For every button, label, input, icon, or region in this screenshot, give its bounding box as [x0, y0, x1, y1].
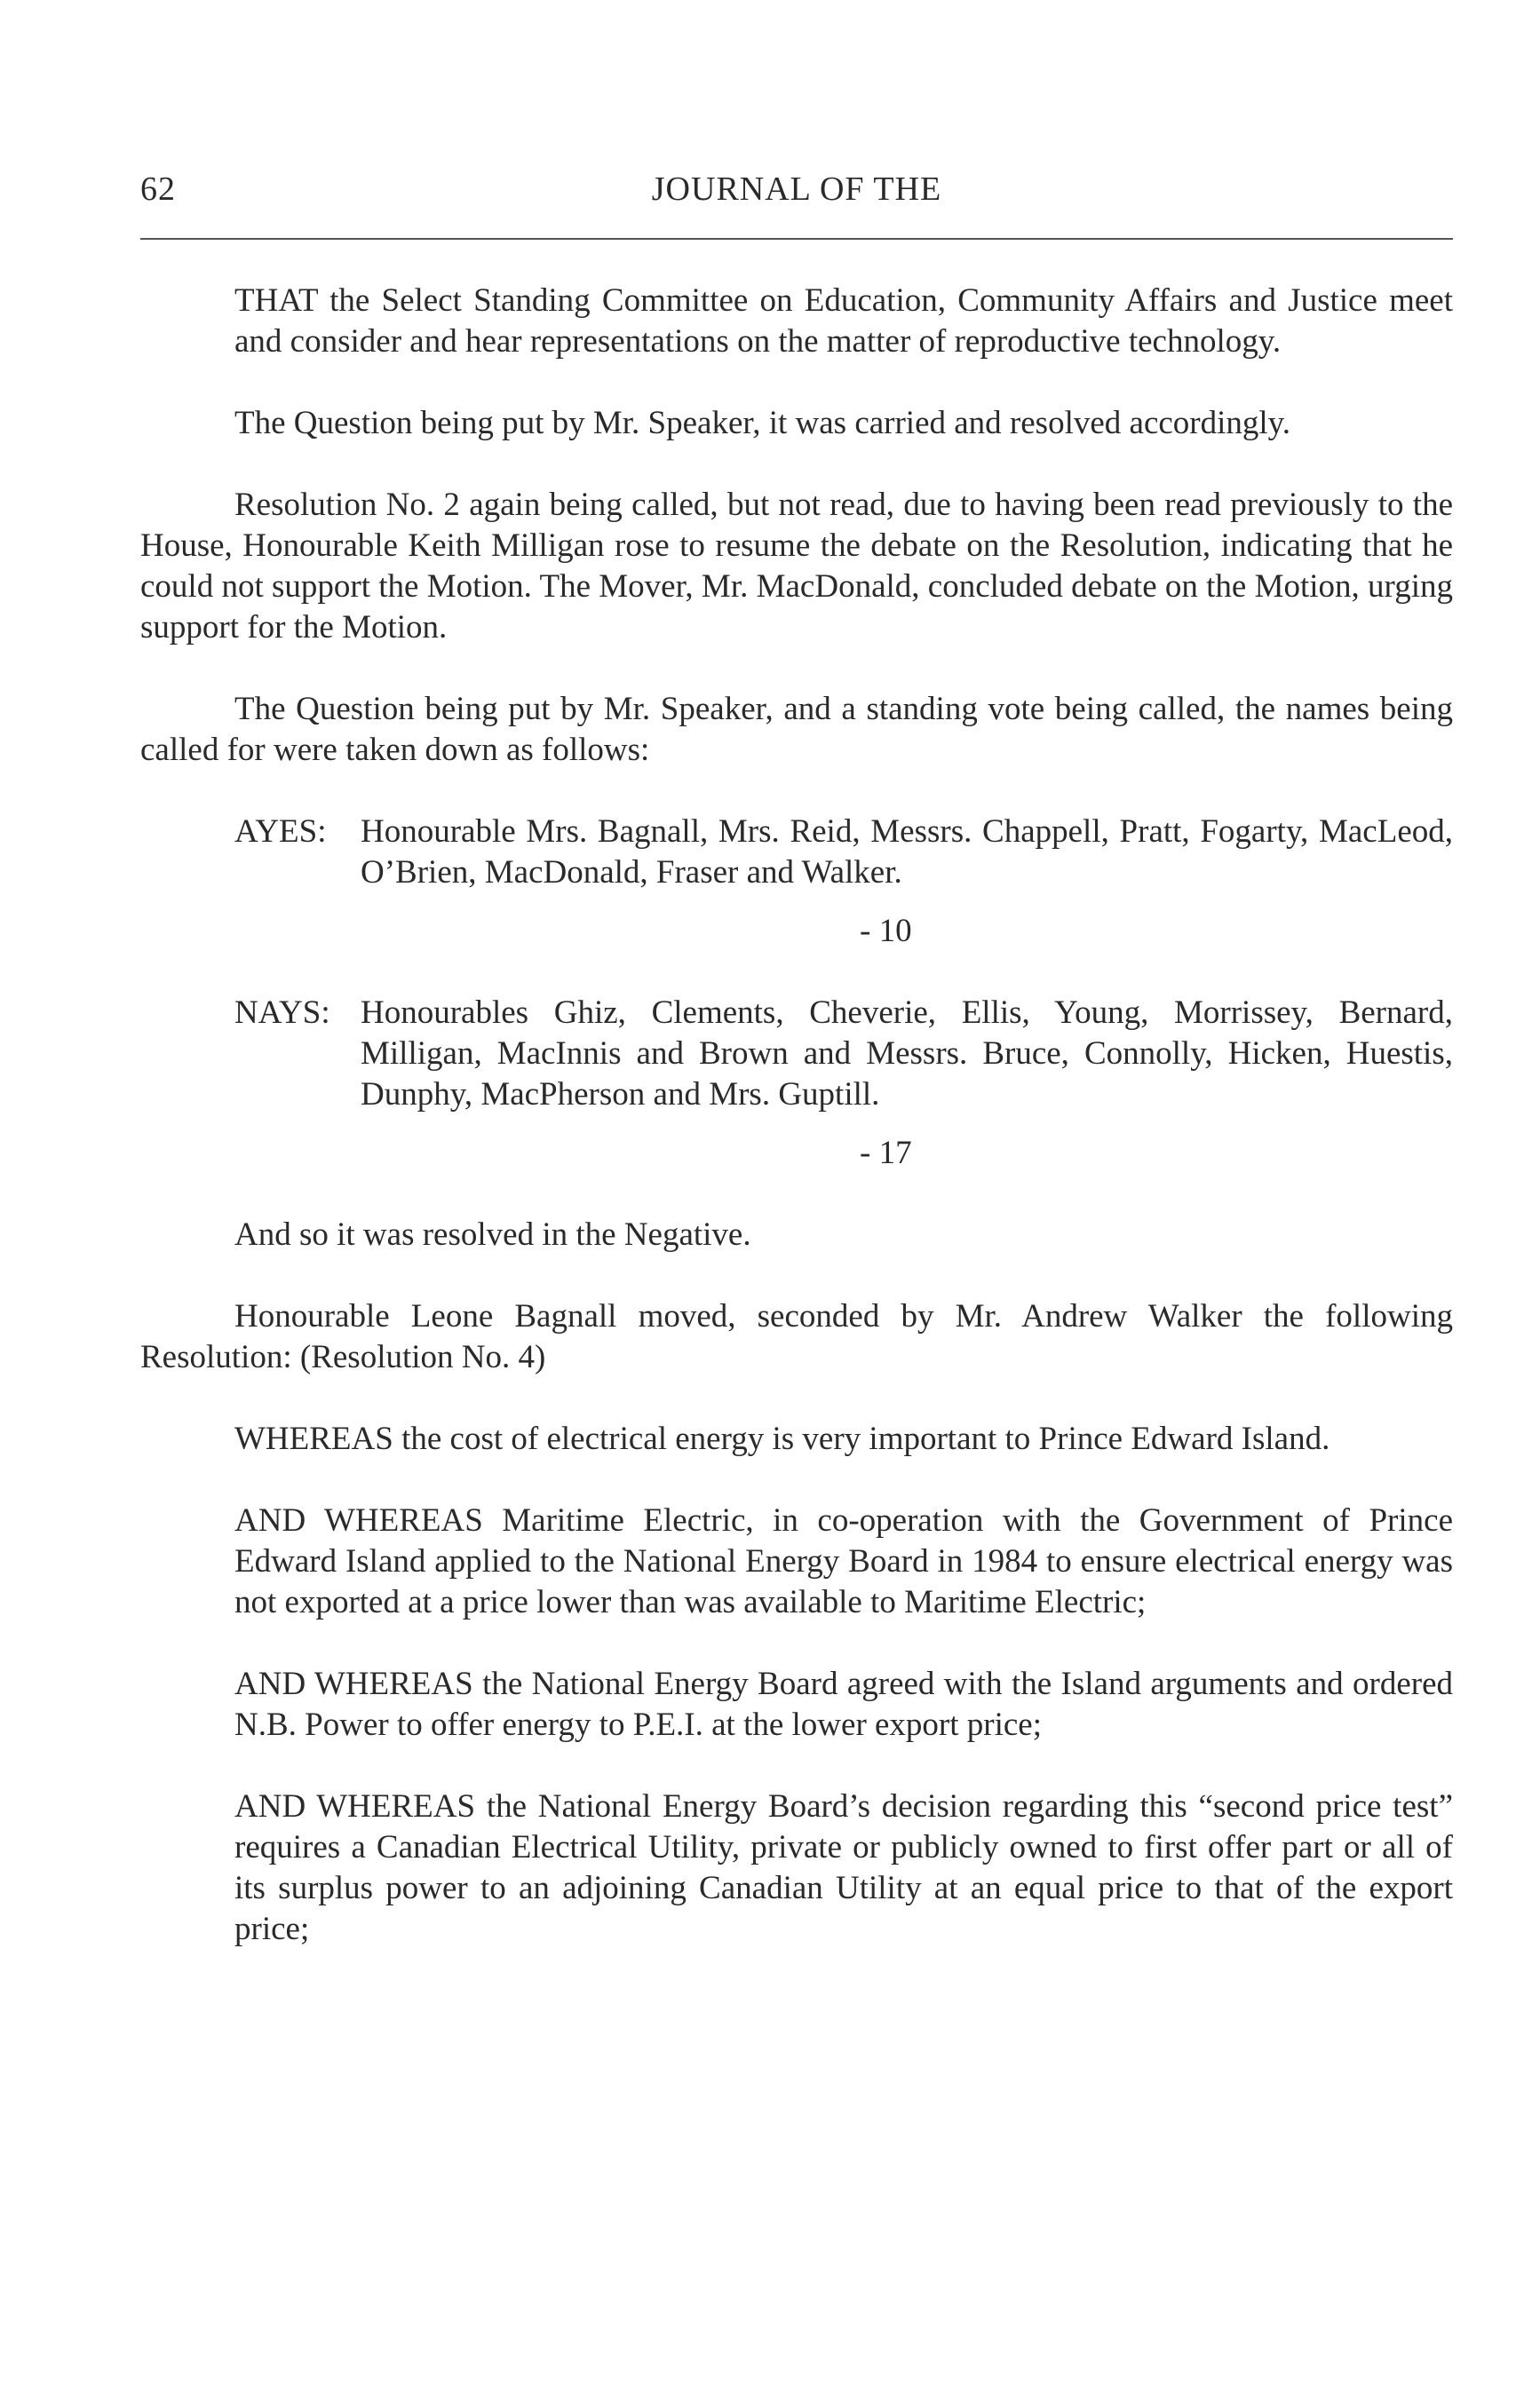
resolution-2-debate-paragraph: Resolution No. 2 again being called, but not read, due to having been read previously to the House, Honourable Keith Milligan rose to resume the debate on the Resolution, indicating that he could not support the Motion. The Mover, Mr. MacDonald, concluded debate on the Motion, urging support for the Motion. — [140, 487, 1453, 646]
resolution-4-motion-paragraph: Honourable Leone Bagnall moved, seconded by Mr. Andrew Walker the following Resolution: (Resolution No. 4) — [140, 1298, 1453, 1375]
nays-count: - 17 — [860, 1135, 912, 1171]
journal-body — [140, 281, 1453, 1950]
ayes-vote — [234, 812, 1453, 893]
running-head — [140, 167, 1453, 211]
whereas-clause-1: WHEREAS the cost of electrical energy is very important to Prince Edward Island. — [234, 1421, 1330, 1457]
ayes-label: AYES: — [234, 813, 327, 850]
resolution-clause-that: THAT the Select Standing Committee on Education, Community Affairs and Justice meet and consider and hear representations on the matter of reproductive technology. — [234, 282, 1453, 360]
journal-page — [140, 0, 1453, 2408]
nays-label: NAYS: — [234, 994, 330, 1031]
page-number: 62 — [140, 170, 176, 208]
standing-vote-paragraph: The Question being put by Mr. Speaker, and a standing vote being called, the names being called for were taken down as follows: — [140, 691, 1453, 768]
journal-title: JOURNAL OF THE — [651, 170, 942, 208]
ayes-names: Honourable Mrs. Bagnall, Mrs. Reid, Messrs. Chappell, Pratt, Fogarty, MacLeod, O’Brien, MacDonald, Fraser and Walker. — [361, 813, 1453, 891]
question-carried-paragraph: The Question being put by Mr. Speaker, it was carried and resolved accordingly. — [234, 405, 1291, 441]
ayes-count: - 10 — [860, 913, 912, 949]
nays-vote — [234, 993, 1453, 1115]
resolved-negative-paragraph: And so it was resolved in the Negative. — [234, 1216, 751, 1253]
whereas-clause-3: AND WHEREAS the National Energy Board agreed with the Island arguments and ordered N.B. Power to offer energy to P.E.I. at the lower export price; — [234, 1666, 1453, 1743]
whereas-clause-4: AND WHEREAS the National Energy Board’s decision regarding this “second price test” requires a Canadian Electrical Utility, private or publicly owned to first offer part or all of its surplus power to an adjoining Canadian Utility at an equal price to that of the export price; — [234, 1788, 1453, 1947]
header-rule — [140, 238, 1453, 240]
nays-names: Honourables Ghiz, Clements, Cheverie, Ellis, Young, Morrissey, Bernard, Milligan, MacInnis and Brown and Messrs. Bruce, Connolly, Hicken, Huestis, Dunphy, MacPherson and Mrs. Guptill. — [361, 994, 1453, 1113]
whereas-clause-2: AND WHEREAS Maritime Electric, in co-operation with the Government of Prince Edward Island applied to the National Energy Board in 1984 to ensure electrical energy was not exported at a price lower than was available to Maritime Electric; — [234, 1502, 1453, 1620]
